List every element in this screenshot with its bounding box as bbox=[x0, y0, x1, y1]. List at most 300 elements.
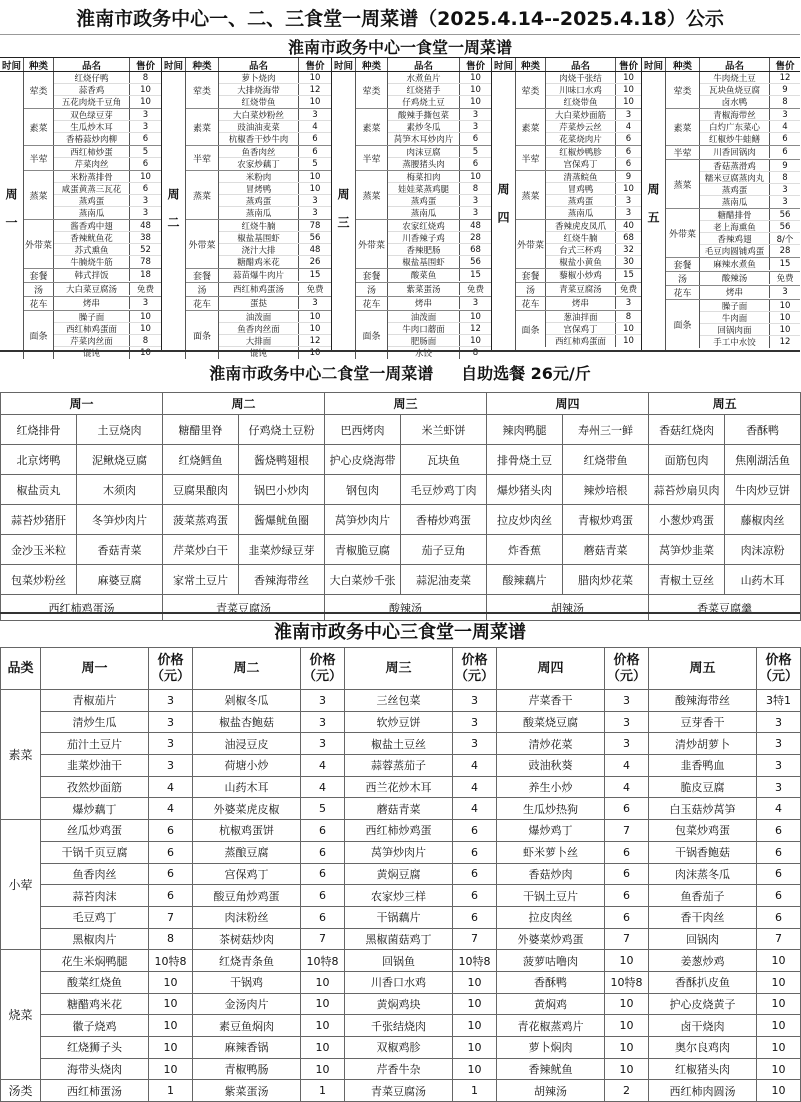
dish-name: 香辣鱿鱼 bbox=[497, 1058, 605, 1080]
item-price: 6 bbox=[625, 159, 632, 169]
menu-item bbox=[219, 207, 331, 219]
group-items bbox=[219, 269, 331, 282]
group-items bbox=[700, 160, 800, 208]
group-items bbox=[546, 220, 641, 268]
group-label: 外带菜 bbox=[356, 220, 388, 268]
dish-name: 虾米萝卜丝 bbox=[497, 841, 605, 863]
item-price: 3 bbox=[782, 197, 788, 207]
dish-name: 韭菜炒油干 bbox=[41, 755, 149, 777]
item-name: 蒸南瓜 bbox=[219, 207, 299, 219]
group-label: 蒸菜 bbox=[666, 160, 700, 208]
day-column bbox=[162, 57, 332, 359]
item-name: 萝卜烧肉 bbox=[219, 72, 299, 83]
item-price: 3 bbox=[472, 109, 479, 120]
group-items bbox=[546, 283, 641, 296]
dish-cell: 家常土豆片 bbox=[163, 565, 239, 595]
time-header: 时间 bbox=[332, 58, 356, 71]
item-price: 9 bbox=[782, 160, 788, 171]
group-items bbox=[546, 269, 641, 282]
dish-cell: 莴笋炒肉片 bbox=[325, 505, 401, 535]
day-label: 周三 bbox=[332, 72, 356, 359]
menu-item bbox=[219, 283, 331, 295]
dish-cell: 蒜苔炒猪肝 bbox=[1, 505, 77, 535]
menu-item bbox=[219, 109, 331, 121]
item-price: 6 bbox=[142, 159, 149, 169]
menu-item bbox=[219, 133, 331, 145]
item-name: 手工中水饺 bbox=[700, 336, 770, 348]
group-items bbox=[54, 146, 161, 170]
item-price: 6 bbox=[142, 134, 149, 144]
dish-name: 茶树菇炒肉 bbox=[193, 928, 301, 950]
item-price: 3 bbox=[625, 208, 632, 218]
dish-price: 3 bbox=[757, 776, 801, 798]
menu-item bbox=[219, 158, 331, 170]
column-header: 价格 （元） bbox=[149, 648, 193, 690]
price-header: 售价 bbox=[775, 60, 795, 72]
dish-price: 10 bbox=[301, 1058, 345, 1080]
menu-group bbox=[186, 72, 331, 109]
menu-group bbox=[356, 146, 491, 171]
group-items bbox=[388, 72, 491, 108]
group-label: 蒸菜 bbox=[186, 171, 219, 219]
item-price: 10 bbox=[140, 97, 151, 107]
category-header: 种类 bbox=[356, 58, 388, 71]
item-price: 8/个 bbox=[776, 234, 794, 245]
item-name: 臊子面 bbox=[700, 300, 770, 311]
item-price: 10 bbox=[309, 183, 321, 194]
item-name: 香辣鸡翅 bbox=[700, 233, 770, 244]
dish-row bbox=[1, 993, 801, 1015]
group-items bbox=[388, 109, 491, 145]
item-name: 蛋挞 bbox=[219, 297, 299, 309]
group-label: 花车 bbox=[24, 297, 54, 310]
menu-item bbox=[219, 335, 331, 347]
group-items bbox=[388, 297, 491, 310]
dish-price: 1 bbox=[149, 1080, 193, 1102]
dish-name: 蒜苔肉沫 bbox=[41, 885, 149, 907]
day-header: 周四 bbox=[487, 393, 649, 415]
menu-item bbox=[54, 207, 161, 219]
item-name: 鱼香肉丝面 bbox=[219, 323, 299, 334]
group-label: 素菜 bbox=[516, 109, 546, 145]
dish-price: 6 bbox=[605, 906, 649, 928]
dish-name: 青花椒蒸鸡片 bbox=[497, 1015, 605, 1037]
day-header: 周五 bbox=[649, 393, 801, 415]
dish-name: 鱼香茄子 bbox=[649, 885, 757, 907]
dish-price: 10 bbox=[301, 971, 345, 993]
menu-item bbox=[54, 84, 161, 96]
item-price: 3 bbox=[312, 109, 318, 120]
dish-price: 4 bbox=[301, 776, 345, 798]
dish-cell: 红烧带鱼 bbox=[563, 445, 649, 475]
group-label: 面条 bbox=[24, 311, 54, 359]
item-name: 香菇蒸滑鸡 bbox=[700, 160, 770, 171]
dish-price: 3 bbox=[301, 711, 345, 733]
item-price: 免费 bbox=[136, 285, 154, 295]
dish-price: 6 bbox=[453, 841, 497, 863]
dish-name: 西红柿蛋汤 bbox=[41, 1080, 149, 1102]
item-price: 8 bbox=[782, 172, 788, 183]
dish-name: 西红柿肉圆汤 bbox=[649, 1080, 757, 1102]
menu-item bbox=[219, 269, 331, 281]
dish-name: 徽子烧鸡 bbox=[41, 1015, 149, 1037]
item-price: 15 bbox=[470, 270, 481, 280]
dish-name: 鱼香肉丝 bbox=[41, 863, 149, 885]
item-price: 3 bbox=[782, 287, 788, 297]
item-name: 糯米豆腐蒸肉丸 bbox=[700, 172, 770, 183]
dish-price: 10 bbox=[605, 1058, 649, 1080]
menu-item bbox=[54, 195, 161, 207]
dish-price: 6 bbox=[301, 841, 345, 863]
item-name: 酸菜鱼 bbox=[388, 269, 460, 281]
dish-name: 宫保鸡丁 bbox=[193, 863, 301, 885]
item-price: 56 bbox=[470, 257, 481, 267]
menu-item bbox=[700, 336, 800, 348]
dish-cell: 韭菜炒绿豆芽 bbox=[239, 535, 325, 565]
item-price: 3 bbox=[472, 208, 479, 218]
dish-price: 7 bbox=[453, 928, 497, 950]
item-name: 红烧牛腩 bbox=[219, 220, 299, 231]
menu-item bbox=[546, 195, 641, 207]
dish-row bbox=[1, 776, 801, 798]
dish-name: 蘑菇青菜 bbox=[345, 798, 453, 820]
menu-item bbox=[219, 171, 331, 183]
dish-price: 10特8 bbox=[605, 971, 649, 993]
dish-price: 8 bbox=[149, 928, 193, 950]
group-items bbox=[54, 283, 161, 296]
dish-name: 千张结烧肉 bbox=[345, 1015, 453, 1037]
dish-name: 胡辣汤 bbox=[497, 1080, 605, 1102]
menu-item bbox=[700, 172, 800, 184]
menu-item bbox=[546, 269, 641, 281]
dish-row bbox=[1, 906, 801, 928]
column-header: 周三 bbox=[345, 648, 453, 690]
menu-item bbox=[546, 207, 641, 219]
time-header: 时间 bbox=[642, 58, 666, 71]
dish-name: 青椒鸭肠 bbox=[193, 1058, 301, 1080]
dish-price: 3 bbox=[149, 711, 193, 733]
canteen1-week-grid bbox=[0, 57, 800, 359]
item-name: 香椿蒜炒肉柳 bbox=[54, 133, 130, 145]
item-name: 清蒸鲩鱼 bbox=[546, 171, 616, 182]
name-header: 品名 bbox=[219, 58, 299, 71]
dish-name: 椒盐土豆丝 bbox=[345, 733, 453, 755]
dish-price: 10 bbox=[301, 993, 345, 1015]
menu-item bbox=[546, 84, 641, 96]
dish-row bbox=[1, 1015, 801, 1037]
item-price: 3 bbox=[142, 121, 149, 132]
dish-row bbox=[1, 885, 801, 907]
menu-item bbox=[700, 133, 800, 145]
item-price: 10 bbox=[309, 72, 321, 83]
menu-group bbox=[516, 297, 641, 311]
dish-name: 外婆菜虎皮椒 bbox=[193, 798, 301, 820]
dish-price: 3 bbox=[149, 690, 193, 712]
menu-group bbox=[356, 297, 491, 311]
page-title: 淮南市政务中心一、二、三食堂一周菜谱（2025.4.14--2025.4.18）公示 bbox=[0, 0, 800, 35]
dish-price: 7 bbox=[605, 928, 649, 950]
menu-item bbox=[388, 121, 491, 133]
menu-item bbox=[700, 324, 800, 336]
item-name: 蒸南瓜 bbox=[54, 207, 130, 219]
dish-name: 脆皮豆腐 bbox=[649, 776, 757, 798]
item-name: 蒸南瓜 bbox=[700, 196, 770, 208]
group-label: 外带菜 bbox=[186, 220, 219, 268]
menu-item bbox=[388, 195, 491, 207]
item-price: 3 bbox=[625, 298, 632, 308]
menu-item bbox=[54, 335, 161, 347]
item-price: 10 bbox=[470, 311, 481, 322]
dish-name: 蒸酿豆腐 bbox=[193, 841, 301, 863]
item-name: 红烧猪手 bbox=[388, 84, 460, 95]
dish-price: 4 bbox=[757, 798, 801, 820]
group-items bbox=[700, 272, 800, 285]
item-price: 28 bbox=[779, 246, 791, 256]
dish-price: 6 bbox=[757, 863, 801, 885]
menu-group bbox=[356, 269, 491, 283]
dish-name: 黄焖鸡 bbox=[497, 993, 605, 1015]
dish-cell: 蒜泥油麦菜 bbox=[401, 565, 487, 595]
dish-price: 6 bbox=[149, 820, 193, 842]
menu-item bbox=[54, 133, 161, 145]
menu-item bbox=[700, 184, 800, 196]
item-name: 川香辣子鸡 bbox=[388, 232, 460, 243]
menu-item bbox=[219, 195, 331, 207]
dish-name: 青椒茄片 bbox=[41, 690, 149, 712]
dish-name: 川香口水鸡 bbox=[345, 971, 453, 993]
dish-name: 回锅鱼 bbox=[345, 950, 453, 972]
menu-group bbox=[666, 300, 800, 348]
group-label: 汤 bbox=[186, 283, 219, 296]
group-items bbox=[54, 297, 161, 310]
day-header: 周三 bbox=[325, 393, 487, 415]
dish-price: 10 bbox=[453, 993, 497, 1015]
day-body bbox=[332, 72, 491, 359]
dish-cell: 肉沫凉粉 bbox=[725, 535, 801, 565]
dish-price: 6 bbox=[605, 863, 649, 885]
item-price: 8 bbox=[142, 335, 149, 346]
dish-price: 10 bbox=[757, 993, 801, 1015]
item-price: 免费 bbox=[466, 285, 484, 295]
day-groups bbox=[186, 72, 331, 359]
menu-group bbox=[356, 109, 491, 146]
group-label: 汤 bbox=[24, 283, 54, 296]
item-name: 大白菜豆腐汤 bbox=[54, 283, 130, 295]
item-price: 10 bbox=[309, 323, 321, 334]
group-items bbox=[546, 72, 641, 108]
menu-item bbox=[546, 158, 641, 170]
menu-item bbox=[54, 256, 161, 268]
menu-item bbox=[546, 109, 641, 121]
dish-cell: 辣炒培根 bbox=[563, 475, 649, 505]
dish-price: 6 bbox=[757, 841, 801, 863]
day-column bbox=[642, 57, 800, 350]
dish-name: 爆炒鸡丁 bbox=[497, 820, 605, 842]
dish-cell: 毛豆炒鸡丁肉 bbox=[401, 475, 487, 505]
dish-name: 丝瓜炒鸡蛋 bbox=[41, 820, 149, 842]
soup-cell: 青菜豆腐汤 bbox=[163, 595, 325, 621]
dish-row bbox=[1, 535, 801, 565]
item-name: 青菜豆腐汤 bbox=[546, 283, 616, 295]
dish-price: 5 bbox=[301, 798, 345, 820]
item-name: 回锅肉面 bbox=[700, 324, 770, 335]
menu-group bbox=[516, 283, 641, 297]
item-name: 酸辣手撕包菜 bbox=[388, 109, 460, 120]
menu-item bbox=[700, 312, 800, 324]
item-price: 免费 bbox=[306, 285, 324, 295]
item-name: 牛肉烧土豆 bbox=[700, 72, 770, 83]
menu-item bbox=[388, 158, 491, 170]
dish-name: 黄焖鸡块 bbox=[345, 993, 453, 1015]
item-price: 10 bbox=[470, 72, 481, 83]
item-price: 12 bbox=[309, 84, 321, 95]
dish-name: 干锅土豆片 bbox=[497, 885, 605, 907]
dish-price: 10 bbox=[149, 993, 193, 1015]
dish-name: 毛豆鸡丁 bbox=[41, 906, 149, 928]
category-label: 汤类 bbox=[1, 1080, 41, 1102]
item-name: 双色绿豆芽 bbox=[54, 109, 130, 120]
day-groups bbox=[666, 72, 800, 350]
menu-group bbox=[186, 297, 331, 311]
menu-item bbox=[700, 146, 800, 158]
menu-group bbox=[186, 220, 331, 269]
dish-name: 养生小炒 bbox=[497, 776, 605, 798]
item-name: 川香回锅肉 bbox=[700, 146, 770, 158]
item-price: 56 bbox=[779, 209, 791, 220]
dish-price: 3 bbox=[149, 755, 193, 777]
menu-item bbox=[700, 245, 800, 257]
menu-item bbox=[700, 121, 800, 133]
item-price: 10 bbox=[470, 171, 481, 182]
name-header: 品名 bbox=[700, 58, 770, 71]
item-name: 牛肉面 bbox=[700, 312, 770, 323]
menu-item bbox=[546, 283, 641, 295]
group-label: 素菜 bbox=[356, 109, 388, 145]
dish-price: 6 bbox=[605, 885, 649, 907]
day-column bbox=[0, 57, 162, 359]
group-label: 荤类 bbox=[356, 72, 388, 108]
group-label: 荤类 bbox=[24, 72, 54, 108]
dish-name: 萝卜焖肉 bbox=[497, 1037, 605, 1059]
item-name: 农家炒藕丁 bbox=[219, 158, 299, 170]
day-header: 周二 bbox=[163, 393, 325, 415]
dish-cell: 牛肉炒豆饼 bbox=[725, 475, 801, 505]
menu-item bbox=[219, 84, 331, 96]
menu-item bbox=[546, 244, 641, 256]
menu-item bbox=[700, 286, 800, 298]
item-price: 10 bbox=[623, 323, 634, 334]
menu-item bbox=[388, 297, 491, 309]
dish-cell: 麻婆豆腐 bbox=[77, 565, 163, 595]
name-header: 品名 bbox=[388, 58, 460, 71]
group-label: 半荤 bbox=[666, 146, 700, 159]
dish-cell: 酸辣藕片 bbox=[487, 565, 563, 595]
dish-name: 肉沫粉丝 bbox=[193, 906, 301, 928]
dish-name: 生瓜炒热狗 bbox=[497, 798, 605, 820]
menu-group bbox=[186, 146, 331, 171]
soup-cell: 西红柿鸡蛋汤 bbox=[1, 595, 163, 621]
day-column bbox=[492, 57, 642, 350]
dish-name: 奥尔良鸡肉 bbox=[649, 1037, 757, 1059]
menu-item bbox=[388, 335, 491, 347]
dish-cell: 山药木耳 bbox=[725, 565, 801, 595]
menu-item bbox=[700, 209, 800, 221]
item-name: 老上海熏鱼 bbox=[700, 221, 770, 232]
item-price: 78 bbox=[309, 220, 321, 231]
item-price: 28 bbox=[470, 232, 481, 243]
menu-item bbox=[54, 171, 161, 183]
dish-price: 3 bbox=[453, 733, 497, 755]
soup-cell: 香菜豆腐羹 bbox=[649, 595, 801, 621]
dish-row bbox=[1, 711, 801, 733]
menu-item bbox=[54, 323, 161, 335]
dish-price: 10 bbox=[757, 1080, 801, 1102]
menu-group bbox=[24, 171, 161, 220]
item-price: 10 bbox=[623, 336, 634, 346]
group-label: 荤类 bbox=[516, 72, 546, 108]
menu-group bbox=[666, 72, 800, 109]
item-price: 3 bbox=[142, 109, 149, 120]
item-price: 6 bbox=[625, 134, 632, 144]
menu-item bbox=[700, 160, 800, 172]
item-name: 蒸鸡蛋 bbox=[54, 195, 130, 206]
dish-name: 油浸豆皮 bbox=[193, 733, 301, 755]
day-body bbox=[642, 72, 800, 350]
dish-name: 糖醋鸡米花 bbox=[41, 993, 149, 1015]
item-name: 芹菜肉丝面 bbox=[54, 335, 130, 346]
day-label: 周一 bbox=[0, 72, 24, 359]
item-name: 大白菜炒面筋 bbox=[546, 109, 616, 120]
item-name: 馄饨 bbox=[219, 347, 299, 359]
group-label: 外带菜 bbox=[516, 220, 546, 268]
item-name: 宫保鸡丁 bbox=[546, 158, 616, 170]
price-header: 售价 bbox=[135, 60, 155, 72]
item-price: 10 bbox=[309, 311, 321, 322]
item-name: 蒸南瓜 bbox=[546, 207, 616, 219]
group-label: 花车 bbox=[356, 297, 388, 310]
menu-item bbox=[388, 183, 491, 195]
item-name: 椒盐基围虾 bbox=[219, 232, 299, 243]
group-items bbox=[219, 109, 331, 145]
dish-price: 6 bbox=[757, 906, 801, 928]
item-price: 6 bbox=[142, 183, 149, 194]
canteen1-section bbox=[0, 35, 800, 359]
dish-cell: 糖醋里脊 bbox=[163, 415, 239, 445]
category-label: 素菜 bbox=[1, 690, 41, 820]
dish-cell: 寿州三一鲜 bbox=[563, 415, 649, 445]
item-price: 10 bbox=[623, 97, 634, 107]
dish-row bbox=[1, 733, 801, 755]
item-name: 肉烧千张结 bbox=[546, 72, 616, 83]
item-price: 15 bbox=[309, 270, 321, 280]
group-label: 蒸菜 bbox=[24, 171, 54, 219]
category-header: 种类 bbox=[186, 58, 219, 71]
item-name: 花菜烧肉片 bbox=[546, 133, 616, 145]
item-name: 冒烤鸭 bbox=[219, 183, 299, 194]
dish-price: 3 bbox=[453, 711, 497, 733]
item-price: 78 bbox=[140, 257, 151, 267]
group-label: 荤类 bbox=[666, 72, 700, 108]
dish-price: 3 bbox=[453, 690, 497, 712]
item-name: 芹菜炒云丝 bbox=[546, 121, 616, 132]
item-name: 酱香鸡中翅 bbox=[54, 220, 130, 231]
dish-row bbox=[1, 1058, 801, 1080]
menu-item bbox=[388, 311, 491, 323]
dish-price: 4 bbox=[453, 776, 497, 798]
dish-row bbox=[1, 415, 801, 445]
dish-row bbox=[1, 445, 801, 475]
group-label: 面条 bbox=[186, 311, 219, 359]
